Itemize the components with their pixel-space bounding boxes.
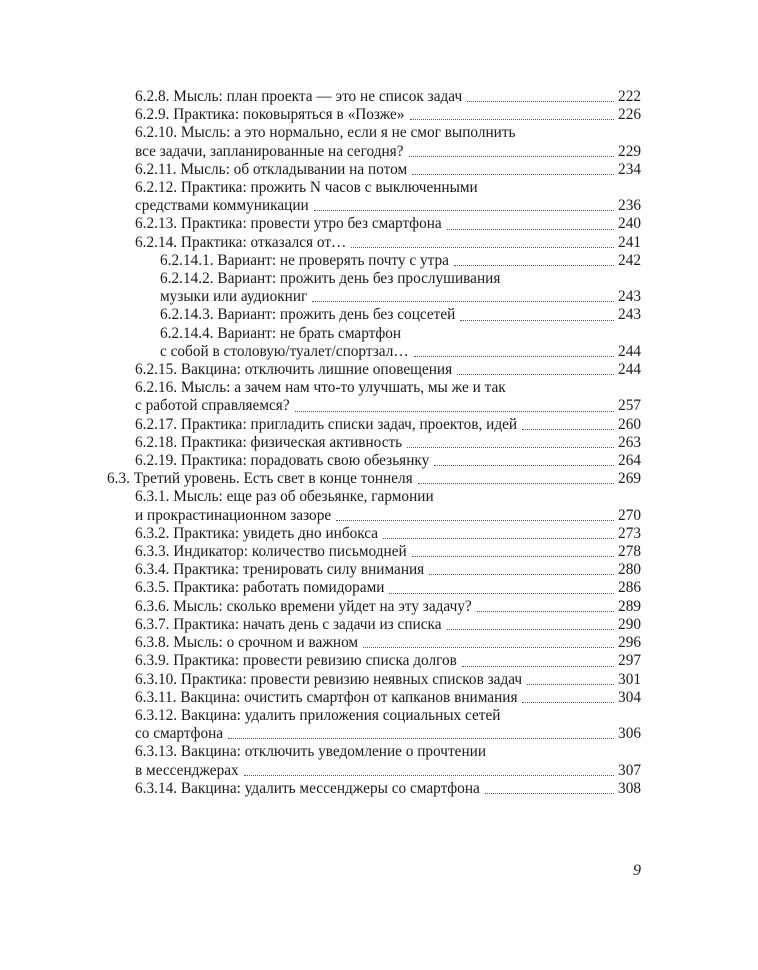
- dot-leader: [522, 429, 614, 430]
- dot-leader: [485, 793, 614, 794]
- toc-page-number: 301: [618, 670, 641, 688]
- toc-page-number: 289: [618, 597, 641, 615]
- toc-entry[interactable]: [135, 652, 758, 670]
- toc-page-number: 236: [618, 197, 641, 215]
- toc-entry-title-line: 6.2.12. Практика: прожить N часов с выключенными: [135, 179, 478, 197]
- dot-leader: [467, 101, 614, 102]
- toc-entry-title-line: в мессенджерах: [135, 761, 239, 779]
- toc-entry-title-line: 6.3. Третий уровень. Есть свет в конце тоннеля: [107, 470, 413, 488]
- toc-entry[interactable]: [135, 743, 758, 779]
- dot-leader: [412, 556, 614, 557]
- toc-entry-title-line: 6.3.1. Мысль: еще раз об обезьянке, гармонии: [135, 488, 434, 506]
- toc-page-number: 270: [618, 506, 641, 524]
- toc-entry-title-line: 6.3.6. Мысль: сколько времени уйдет на эту задачу?: [135, 597, 472, 615]
- toc-entry[interactable]: [160, 306, 758, 324]
- toc-entry-title-line: 6.3.11. Вакцина: очистить смартфон от капканов внимания: [135, 688, 518, 706]
- dot-leader: [418, 483, 614, 484]
- toc-page-number: 286: [618, 579, 641, 597]
- page-number: 9: [633, 862, 641, 879]
- toc-entry-title-line: 6.2.19. Практика: порадовать свою обезьянку: [135, 452, 430, 470]
- dot-leader: [407, 447, 614, 448]
- dot-leader: [522, 702, 614, 703]
- toc-page-number: 229: [618, 142, 641, 160]
- toc-entry-title-line: 6.2.14. Практика: отказался от…: [135, 233, 347, 251]
- dot-leader: [434, 465, 614, 466]
- toc-entry[interactable]: [135, 616, 758, 634]
- dot-leader: [414, 356, 614, 357]
- toc-entry-title-line: 6.3.2. Практика: увидеть дно инбокса: [135, 524, 379, 542]
- toc-page-number: 290: [618, 615, 641, 633]
- dot-leader: [314, 210, 614, 211]
- dot-leader: [462, 666, 614, 667]
- toc-entry[interactable]: [135, 780, 758, 798]
- toc-entry[interactable]: [135, 488, 758, 524]
- dot-leader: [460, 320, 614, 321]
- toc-entry[interactable]: [135, 634, 758, 652]
- dot-leader: [383, 538, 614, 539]
- toc-page-number: 257: [618, 397, 641, 415]
- toc-page-number: 280: [618, 561, 641, 579]
- dot-leader: [412, 174, 614, 175]
- dot-leader: [447, 629, 615, 630]
- toc-entry[interactable]: [135, 161, 758, 179]
- toc-entry-title-line: 6.2.14.2. Вариант: прожить день без прослушивания: [160, 270, 501, 288]
- toc-entry-title-line: 6.2.16. Мысль: а зачем нам что-то улучшать, мы же и так: [135, 379, 506, 397]
- toc-entry-title-line: 6.3.4. Практика: тренировать силу внимания: [135, 561, 425, 579]
- toc-entry[interactable]: [135, 124, 758, 160]
- toc-entry-title-line: 6.3.13. Вакцина: отключить уведомление о прочтении: [135, 743, 487, 761]
- toc-entry[interactable]: [135, 416, 758, 434]
- toc-entry[interactable]: [160, 270, 758, 306]
- dot-leader: [389, 593, 614, 594]
- toc-entry[interactable]: [135, 543, 758, 561]
- toc-entry-title-line: 6.2.8. Мысль: план проекта — это не список задач: [135, 88, 463, 105]
- toc-entry-title-line: 6.3.8. Мысль: о срочном и важном: [135, 634, 359, 652]
- toc-page-number: 304: [618, 688, 641, 706]
- toc-entry[interactable]: [135, 234, 758, 252]
- toc-page-number: 244: [618, 342, 641, 360]
- toc-entry-title-line: 6.3.3. Индикатор: количество письмодней: [135, 543, 407, 561]
- toc-page-number: 243: [618, 288, 641, 306]
- dot-leader: [351, 247, 614, 248]
- toc-entry-title-line: 6.2.15. Вакцина: отключить лишние оповещения: [135, 361, 453, 379]
- toc-entry-title-line: 6.2.14.4. Вариант: не брать смартфон: [160, 324, 402, 342]
- toc-entry-title-line: 6.2.13. Практика: провести утро без смартфона: [135, 215, 442, 233]
- toc-entry[interactable]: [107, 470, 758, 488]
- toc-entry-title-line: 6.2.14.1. Вариант: не проверять почту с утра: [160, 251, 449, 269]
- toc-entry[interactable]: [135, 215, 758, 233]
- dot-leader: [244, 775, 614, 776]
- toc-entry[interactable]: [135, 88, 758, 106]
- toc-entry[interactable]: [135, 434, 758, 452]
- dot-leader: [409, 156, 615, 157]
- toc-page-number: 241: [618, 233, 641, 251]
- toc-entry-title-line: 6.3.12. Вакцина: удалить приложения социальных сетей: [135, 706, 501, 724]
- dot-leader: [447, 229, 614, 230]
- toc-page-number: 278: [618, 543, 641, 561]
- toc-page-number: 264: [618, 452, 641, 470]
- toc-entry-title-line: 6.3.10. Практика: провести ревизию неявных списков задач: [135, 670, 523, 688]
- toc-entry[interactable]: [135, 707, 758, 743]
- toc-page-number: 244: [618, 361, 641, 379]
- toc-entry-title-line: средствами коммуникации: [135, 197, 309, 215]
- dot-leader: [312, 301, 614, 302]
- toc-entry[interactable]: [135, 579, 758, 597]
- toc-entry-title-line: и прокрастинационном зазоре: [135, 506, 332, 524]
- toc-page-number: 242: [618, 251, 641, 269]
- toc-entry-title-line: с работой справляемся?: [135, 397, 290, 415]
- toc-page-number: 226: [618, 106, 641, 124]
- toc-entry-title-line: 6.2.17. Практика: пригладить списки задач, проектов, идей: [135, 415, 518, 433]
- dot-leader: [228, 738, 614, 739]
- toc-entry[interactable]: [135, 525, 758, 543]
- dot-leader: [410, 119, 615, 120]
- toc-entry[interactable]: [135, 179, 758, 215]
- toc-page-number: 307: [618, 761, 641, 779]
- toc-page-number: 243: [618, 306, 641, 324]
- toc-page-number: 297: [618, 652, 641, 670]
- toc-page-number: 263: [618, 433, 641, 451]
- toc-entry-title-line: с собой в столовую/туалет/спортзал…: [160, 342, 409, 360]
- toc-entry-title-line: 6.2.14.3. Вариант: прожить день без соцсетей: [160, 306, 456, 324]
- toc-entry[interactable]: [135, 379, 758, 415]
- toc-entry[interactable]: [135, 452, 758, 470]
- toc-page-number: 273: [618, 524, 641, 542]
- toc-entry[interactable]: [135, 598, 758, 616]
- toc-entry-title-line: 6.3.5. Практика: работать помидорами: [135, 579, 385, 597]
- toc-entry[interactable]: [135, 561, 758, 579]
- toc-entry[interactable]: [160, 325, 758, 361]
- dot-leader: [363, 647, 614, 648]
- toc-page-number: 269: [618, 470, 641, 488]
- dot-leader: [295, 411, 614, 412]
- toc-entry-title-line: 6.3.14. Вакцина: удалить мессенджеры со смартфона: [135, 779, 480, 797]
- toc-entry-title-line: музыки или аудиокниг: [160, 288, 308, 306]
- toc-entry[interactable]: [135, 689, 758, 707]
- toc-page-number: 240: [618, 215, 641, 233]
- toc-entry-title-line: 6.3.7. Практика: начать день с задачи из списка: [135, 615, 442, 633]
- dot-leader: [336, 520, 614, 521]
- toc-entry-title-line: 6.2.9. Практика: поковыряться в «Позже»: [135, 106, 405, 124]
- toc-entry[interactable]: [135, 106, 758, 124]
- toc-entry-title-line: 6.3.9. Практика: провести ревизию списка долгов: [135, 652, 457, 670]
- toc-page-number: 222: [618, 88, 641, 105]
- toc-entry-title-line: 6.2.18. Практика: физическая активность: [135, 433, 403, 451]
- toc-entry-title-line: 6.2.10. Мысль: а это нормально, если я не смог выполнить: [135, 124, 516, 142]
- toc-entry-title-line: со смартфона: [135, 725, 224, 743]
- toc-entry-title-line: 6.2.11. Мысль: об откладывании на потом: [135, 160, 408, 178]
- table-of-contents: [0, 88, 758, 798]
- dot-leader: [454, 265, 614, 266]
- dot-leader: [429, 574, 614, 575]
- toc-page-number: 260: [618, 415, 641, 433]
- toc-page-number: 306: [618, 725, 641, 743]
- toc-entry[interactable]: [160, 252, 758, 270]
- dot-leader: [457, 374, 614, 375]
- toc-page-number: 234: [618, 160, 641, 178]
- toc-entry[interactable]: [135, 671, 758, 689]
- toc-page-number: 296: [618, 634, 641, 652]
- dot-leader: [477, 611, 614, 612]
- toc-page-number: 308: [618, 779, 641, 797]
- dot-leader: [527, 684, 614, 685]
- toc-entry-title-line: все задачи, запланированные на сегодня?: [135, 142, 404, 160]
- toc-entry[interactable]: [135, 361, 758, 379]
